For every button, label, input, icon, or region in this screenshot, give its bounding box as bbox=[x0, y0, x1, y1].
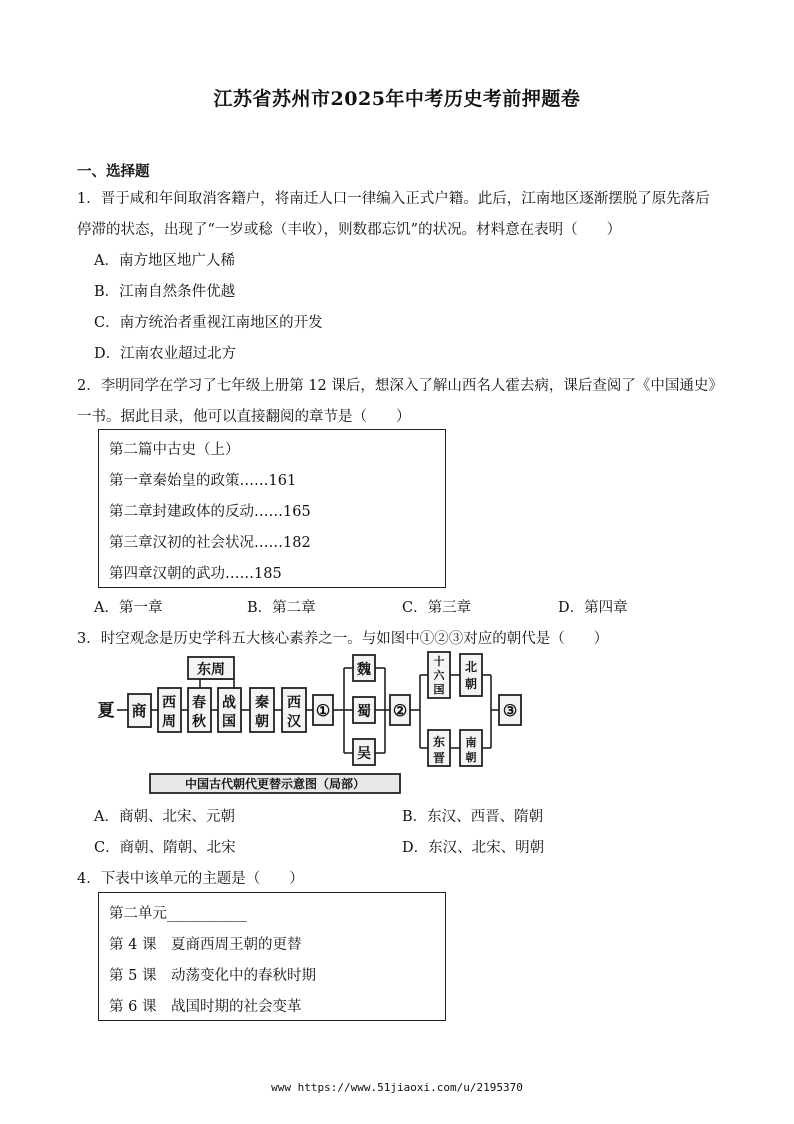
label-qinchao: 秦 bbox=[255, 695, 269, 711]
q3-option-a: A．商朝、北宋、元朝 bbox=[94, 809, 235, 825]
q4-box-line: 第 4 课 夏商西周王朝的更替 bbox=[109, 937, 302, 953]
q2-option-c: C．第三章 bbox=[402, 600, 472, 616]
label-beichao: 北 bbox=[464, 660, 478, 674]
q3-option-b: B．东汉、西晋、隋朝 bbox=[402, 809, 544, 825]
label-dongzhou: 东周 bbox=[197, 662, 225, 678]
q1-option-a: A．南方地区地广人稀 bbox=[94, 253, 235, 269]
label-xizhou: 西 bbox=[162, 695, 176, 711]
q4-unit-box bbox=[98, 892, 446, 1021]
diagram-caption: 中国古代朝代更替示意图（局部） bbox=[184, 777, 366, 791]
q4-stem-line1: 4．下表中该单元的主题是（ ） bbox=[77, 871, 304, 887]
label-circle-3: ③ bbox=[502, 701, 518, 720]
q2-box-line: 第一章秦始皇的政策……161 bbox=[109, 473, 297, 489]
q3-option-c: C．商朝、隋朝、北宋 bbox=[94, 840, 236, 856]
label-xihan: 西 bbox=[287, 695, 301, 711]
q4-box-line: 第 5 课 动荡变化中的春秋时期 bbox=[109, 968, 316, 984]
q2-option-d: D．第四章 bbox=[558, 600, 628, 616]
label-shiliuguo: 国 bbox=[433, 683, 445, 696]
q4-box-line: 第 6 课 战国时期的社会变革 bbox=[109, 999, 302, 1015]
label-shang: 商 bbox=[131, 702, 147, 720]
dynasty-diagram bbox=[96, 650, 536, 796]
label-circle-2: ② bbox=[392, 701, 408, 720]
label-qinchao: 朝 bbox=[255, 714, 269, 730]
label-xizhou: 周 bbox=[162, 714, 176, 730]
q2-box-line: 第二章封建政体的反动……165 bbox=[109, 504, 311, 520]
q2-box-line: 第二篇中古史（上） bbox=[109, 442, 240, 458]
label-zhanguo: 国 bbox=[222, 714, 236, 730]
label-chunqiu: 春 bbox=[192, 695, 206, 711]
page-title: 江苏省苏州市2025年中考历史考前押题卷 bbox=[213, 88, 581, 110]
label-dongjin: 东 bbox=[432, 735, 446, 749]
q2-stem-line2: 一书。据此目录，他可以直接翻阅的章节是（ ） bbox=[77, 409, 411, 425]
label-zhanguo: 战 bbox=[222, 695, 236, 711]
label-shu: 蜀 bbox=[357, 704, 371, 720]
q3-stem-line1: 3．时空观念是历史学科五大核心素养之一。与如图中①②③对应的朝代是（ ） bbox=[77, 631, 609, 647]
label-nanchao: 朝 bbox=[465, 751, 477, 764]
label-xihan: 汉 bbox=[287, 714, 301, 730]
label-chunqiu: 秋 bbox=[192, 714, 206, 730]
q2-box-line: 第四章汉朝的武功……185 bbox=[109, 566, 282, 582]
q1-option-d: D．江南农业超过北方 bbox=[94, 346, 237, 362]
section-heading: 一、选择题 bbox=[77, 163, 150, 180]
q3-option-d: D．东汉、北宋、明朝 bbox=[402, 840, 545, 856]
label-xia: 夏 bbox=[97, 701, 115, 721]
label-wu: 吴 bbox=[357, 746, 371, 762]
label-dongjin: 晋 bbox=[432, 751, 446, 765]
q2-contents-box bbox=[98, 429, 446, 588]
label-circle-1: ① bbox=[315, 701, 331, 720]
label-wei: 魏 bbox=[357, 662, 371, 678]
q1-stem-line2: 停滞的状态，出现了“一岁或稔（丰收），则数郡忘饥”的状况。材料意在表明（ ） bbox=[77, 222, 622, 238]
footer-watermark: www https://www.51jiaoxi.com/u/2195370 bbox=[271, 1081, 523, 1094]
q2-box-line: 第三章汉初的社会状况……182 bbox=[109, 535, 311, 551]
q1-option-c: C．南方统治者重视江南地区的开发 bbox=[94, 315, 323, 331]
label-nanchao: 南 bbox=[465, 736, 477, 749]
q2-stem-line1: 2．李明同学在学习了七年级上册第 12 课后，想深入了解山西名人霍去病，课后查阅了《中国通史》 bbox=[77, 378, 723, 394]
label-shiliuguo: 十 bbox=[433, 655, 445, 668]
q1-option-b: B．江南自然条件优越 bbox=[94, 284, 236, 300]
q1-stem-line1: 1．晋于咸和年间取消客籍户，将南迁人口一律编入正式户籍。此后，江南地区逐渐摆脱了原先落后 bbox=[77, 191, 710, 207]
q2-option-b: B．第二章 bbox=[247, 600, 316, 616]
label-beichao: 朝 bbox=[464, 677, 478, 691]
q4-box-line: 第二单元___________ bbox=[109, 906, 247, 922]
label-shiliuguo: 六 bbox=[433, 669, 445, 682]
q2-option-a: A．第一章 bbox=[94, 600, 163, 616]
